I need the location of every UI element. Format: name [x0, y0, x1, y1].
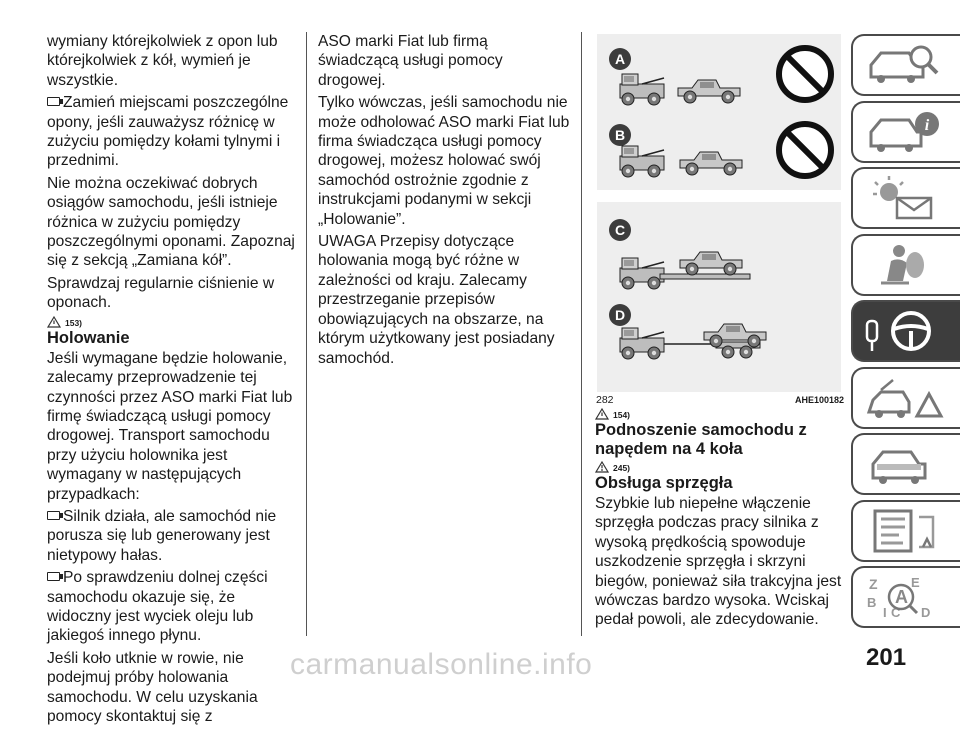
text-column-3	[595, 406, 843, 633]
section-heading: Holowanie	[47, 328, 130, 347]
tab-car-info[interactable]	[851, 101, 960, 163]
towing-diagram	[595, 32, 843, 394]
paragraph: Jeśli wymagane będzie holowanie, zalecamy przeprowadzenie tej czynności przez ASO marki Fiat lub firmę świadczącą usługi pomocy drogowej. Transport samochodu przy użyciu holownika jest wymagany w następujących przypadkach:	[47, 349, 293, 503]
section-heading: Podnoszenie samochodu z napędem na 4 koła	[595, 421, 807, 458]
tab-warning-lights[interactable]	[851, 167, 960, 229]
paragraph: wymiany którejkolwiek z opon lub którejkolwiek z kół, wymień je wszystkie.	[47, 33, 278, 89]
key-steering-wheel-icon	[863, 307, 953, 355]
airbag-person-icon	[863, 241, 953, 289]
label-b-marker	[609, 124, 631, 146]
towing-illustration	[595, 32, 843, 394]
bullet-icon	[47, 572, 60, 581]
bullet-item: Zamień miejscami poszczególne opony, jeśli zauważysz różnicę w zużyciu pomiędzy kołami tylnymi i przednimi.	[47, 94, 289, 170]
column-divider	[581, 32, 582, 636]
figure-page-ref: 282	[596, 394, 614, 406]
svg-text:B: B	[867, 595, 877, 610]
document-list-icon	[863, 507, 953, 555]
tab-airbag-safety[interactable]	[851, 234, 960, 296]
svg-text:Z: Z	[869, 576, 878, 592]
car-breakdown-warning-icon	[863, 374, 953, 422]
label-c: C	[614, 222, 626, 238]
svg-text:i: i	[924, 116, 930, 134]
label-d-marker	[609, 304, 631, 326]
section-heading: Obsługa sprzęgła	[595, 474, 733, 492]
tab-car-magnifier[interactable]	[851, 34, 960, 96]
label-a: A	[614, 51, 626, 67]
bullet-item: Po sprawdzeniu dolnej części samochodu okazuje się, że widoczny jest wyciek oleju lub jakiegoś innego płynu.	[47, 569, 268, 645]
alphabetical-index-icon	[863, 573, 953, 621]
watermark: carmanualsonline.info	[290, 648, 593, 681]
caution-triangle-icon	[595, 461, 609, 473]
prohibited-icon	[779, 124, 831, 176]
warning-triangle-icon	[595, 408, 609, 420]
tab-maintenance[interactable]	[851, 433, 960, 495]
prohibited-icon	[779, 48, 831, 100]
label-b: B	[614, 127, 626, 143]
label-c-marker	[609, 219, 631, 241]
svg-text:D: D	[921, 605, 931, 620]
figure-code: AHE100182	[795, 395, 845, 405]
warning-light-envelope-icon	[863, 174, 953, 222]
tab-starting-driving[interactable]	[851, 300, 960, 362]
car-maintenance-icon	[863, 440, 953, 488]
bullet-icon	[47, 511, 60, 520]
chapter-tabs	[851, 34, 960, 633]
svg-text:A: A	[895, 587, 908, 607]
warning-triangle-icon	[47, 316, 61, 328]
tab-index[interactable]	[851, 566, 960, 628]
bullet-item: Silnik działa, ale samochód nie porusza się lub generowany jest nietypowy hałas.	[47, 507, 277, 564]
caution-reference: 245)	[595, 461, 843, 473]
bullet-icon	[47, 97, 60, 106]
text-column-1	[47, 32, 295, 729]
paragraph: ASO marki Fiat lub firmą świadczącą usługi pomocy drogowej.	[318, 33, 503, 89]
paragraph: Sprawdzaj regularnie ciśnienie w oponach.	[47, 274, 275, 312]
tab-technical-data[interactable]	[851, 500, 960, 562]
label-d: D	[614, 307, 626, 323]
svg-text:E: E	[911, 575, 920, 590]
paragraph: Jeśli koło utknie w rowie, nie podejmuj próby holowania samochodu. W celu uzyskania pomocy skontaktuj się z	[47, 649, 258, 725]
page-number: 201	[866, 644, 907, 671]
warning-reference: 153)	[47, 316, 295, 328]
svg-text:I: I	[883, 605, 887, 620]
paragraph: UWAGA Przepisy dotyczące holowania mogą być różne w zależności od kraju. Zalecamy przestrzeganie przepisów obowiązujących na obszarze, na którym użytkowany jest posiadany samochód.	[318, 233, 555, 367]
paragraph: Szybkie lub niepełne włączenie sprzęgła podczas pracy silnika z wysoką prędkością spowoduje uszkodzenie sprzęgła i skrzyni biegów, ponieważ siła trakcyjna jest wówczas bardzo wysoka. Wciskaj pedał powoli, ale zdecydowanie.	[595, 495, 842, 629]
car-magnifier-icon	[863, 41, 953, 89]
tab-emergency[interactable]	[851, 367, 960, 429]
label-a-marker	[609, 48, 631, 70]
car-info-icon	[863, 108, 953, 156]
paragraph: Tylko wówczas, jeśli samochodu nie może odholować ASO marki Fiat lub firma świadcząca usługi pomocy drogowej, możesz holować swój samochód ostrożnie zgodnie z instrukcjami podanymi w sekcji „Holowanie”.	[318, 94, 570, 228]
paragraph: Nie można oczekiwać dobrych osiągów samochodu, jeśli istnieje różnica w zużyciu pomiędzy poszczególnymi oponami. Zapoznaj się z sekcją „Zamiana kół”.	[47, 174, 295, 270]
warning-reference: 154)	[595, 408, 843, 420]
column-divider	[306, 32, 307, 636]
text-column-2	[318, 32, 570, 371]
svg-text:C: C	[891, 605, 901, 620]
